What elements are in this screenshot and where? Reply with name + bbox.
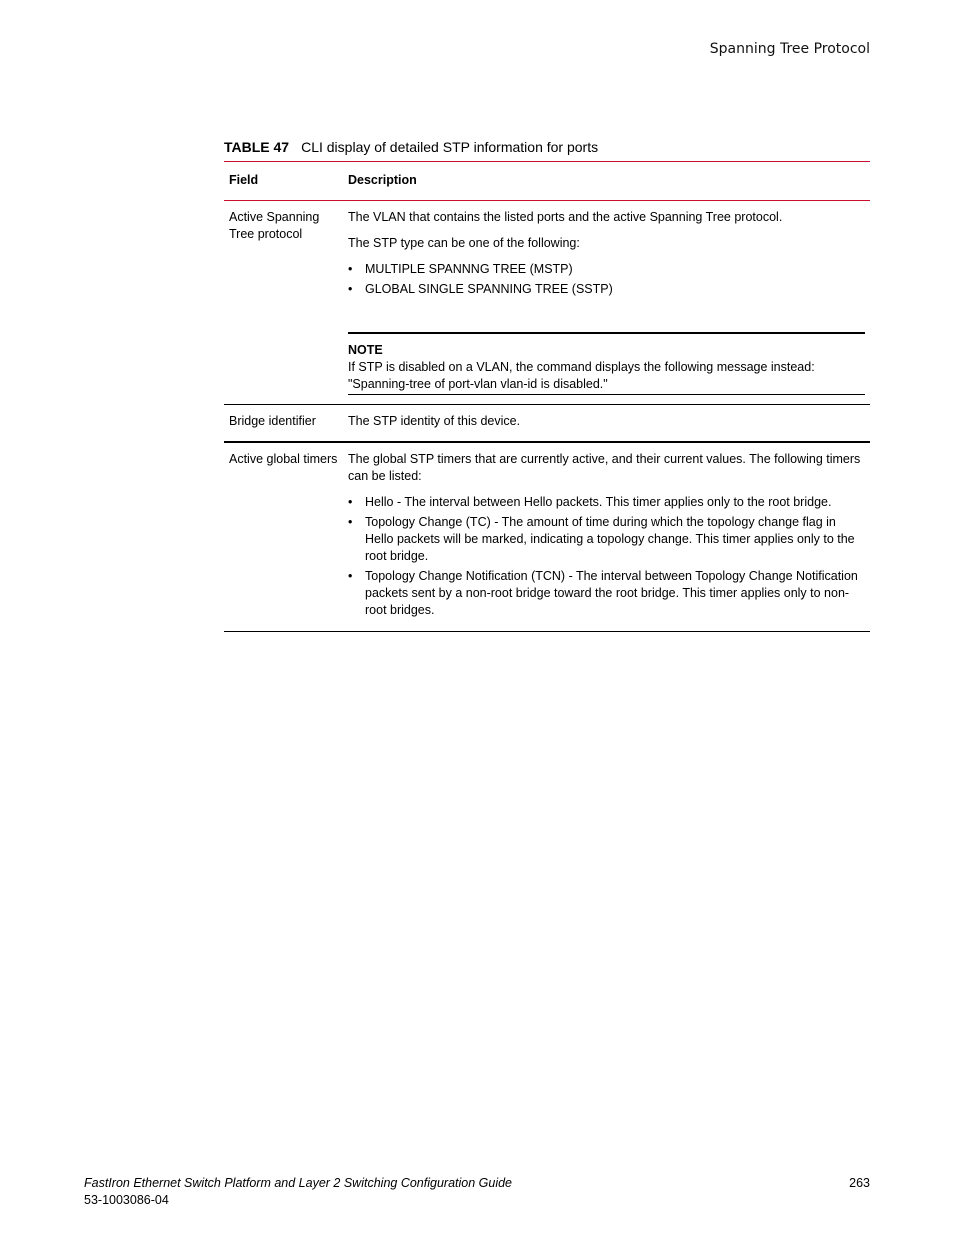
stp-port-info-table xyxy=(224,161,870,632)
list-item: • Topology Change (TC) - The amount of time during which the topology change flag in Hello packets will be marked, indicating a topology change. This timer applies only to the root bridge. xyxy=(348,514,865,565)
description-paragraph: The STP type can be one of the following: xyxy=(348,236,580,250)
footer-doc-number: 53-1003086-04 xyxy=(84,1193,169,1207)
page-number: 263 xyxy=(849,1176,870,1190)
header-field: Field xyxy=(229,173,259,187)
list-item: • Topology Change Notification (TCN) - The interval between Topology Change Notification packets sent by a non-root bridge toward the root bridge. This timer applies only to non-root bridges. xyxy=(348,568,865,619)
description-cell xyxy=(343,201,870,405)
note-box xyxy=(348,332,865,395)
table xyxy=(224,161,870,632)
table-caption xyxy=(224,139,598,155)
field-cell: Bridge identifier xyxy=(229,414,316,428)
list-item: • Hello - The interval between Hello packets. This timer applies only to the root bridge. xyxy=(348,494,865,511)
field-cell: Active global timers xyxy=(229,452,338,466)
description-paragraph: The STP identity of this device. xyxy=(348,414,521,428)
running-header: Spanning Tree Protocol xyxy=(709,41,870,57)
description-paragraph: The VLAN that contains the listed ports and the active Spanning Tree protocol. xyxy=(348,210,783,224)
header-description: Description xyxy=(348,173,417,187)
list-item: • GLOBAL SINGLE SPANNING TREE (SSTP) xyxy=(348,281,865,298)
table-row xyxy=(224,201,870,405)
bullet-list xyxy=(348,494,865,619)
footer-doc-title: FastIron Ethernet Switch Platform and Layer 2 Switching Configuration Guide xyxy=(84,1176,512,1190)
table-header-row xyxy=(224,162,870,201)
note-body: If STP is disabled on a VLAN, the command displays the following message instead: "Spanning-tree of port-vlan vlan-id is disabled." xyxy=(348,360,815,391)
bullet-list xyxy=(348,261,865,298)
table-row xyxy=(224,405,870,443)
table-row xyxy=(224,442,870,632)
table-title: CLI display of detailed STP information for ports xyxy=(301,139,599,155)
description-cell xyxy=(343,405,870,443)
note-title: NOTE xyxy=(348,343,383,357)
footer-document-info xyxy=(84,1175,512,1209)
list-item: • MULTIPLE SPANNNG TREE (MSTP) xyxy=(348,261,865,278)
field-cell: Active Spanning Tree protocol xyxy=(229,210,320,241)
description-cell xyxy=(343,442,870,632)
description-paragraph: The global STP timers that are currently active, and their current values. The following timers can be listed: xyxy=(348,452,861,483)
table-number: TABLE 47 xyxy=(224,139,290,155)
